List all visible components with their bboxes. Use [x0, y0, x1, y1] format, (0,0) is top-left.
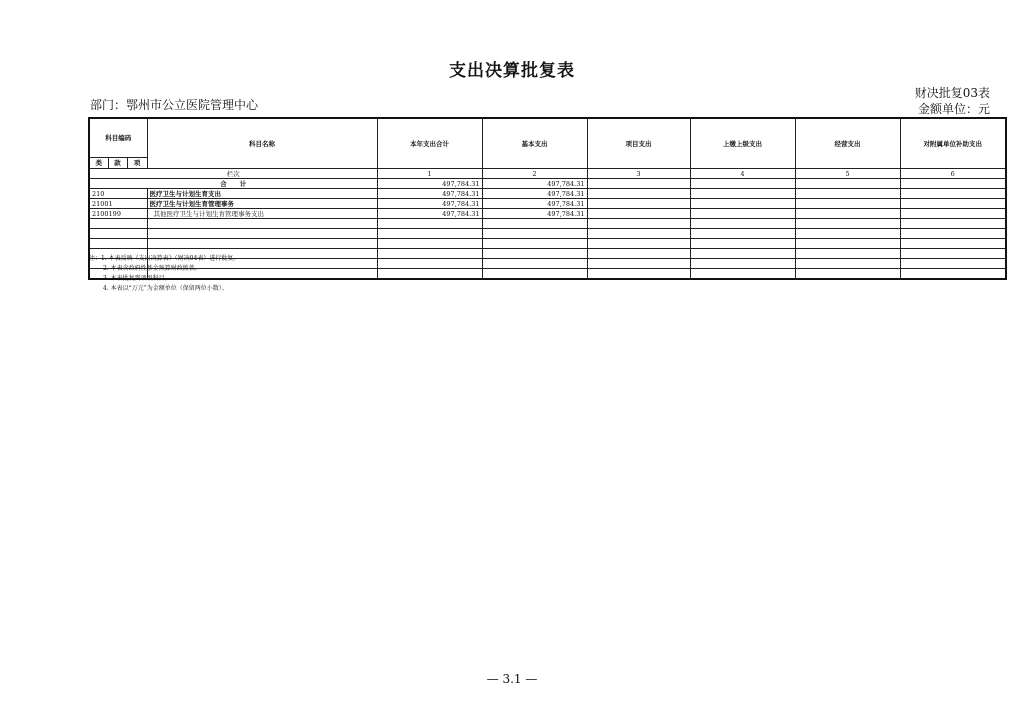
- department-label: 部门：鄂州市公立医院管理中心: [90, 98, 259, 112]
- total-label: 合 计: [89, 179, 377, 189]
- empty-row: [89, 239, 1006, 249]
- page-title: 支出决算批复表: [449, 61, 575, 81]
- row-name: 医疗卫生与计划生育支出: [147, 189, 377, 199]
- header-operating-expenditure: 经营支出: [795, 118, 900, 169]
- row-col2: 497,784.31: [482, 189, 587, 199]
- page-number: — 3.1 —: [486, 672, 538, 686]
- header-basic-expenditure: 基本支出: [482, 118, 587, 169]
- lanci-6: 6: [900, 169, 1006, 179]
- note-2: 2. 本表含政府性基金预算财政拨款。: [103, 265, 201, 272]
- table-notes: [89, 254, 239, 294]
- header-total-expenditure: 本年支出合计: [377, 118, 482, 169]
- total-col1: 497,784.31: [377, 179, 482, 189]
- total-row: [89, 179, 1006, 189]
- lanci-4: 4: [690, 169, 795, 179]
- row-col2: 497,784.31: [482, 199, 587, 209]
- empty-row: [89, 219, 1006, 229]
- note-3: 3. 本表批复到项级科目。: [103, 275, 171, 282]
- lanci-label: 栏次: [89, 169, 377, 179]
- header-name: 科目名称: [147, 118, 377, 169]
- lanci-3: 3: [587, 169, 690, 179]
- header-row: [89, 118, 1006, 158]
- form-number: 财决批复03表: [914, 86, 990, 100]
- header-project-expenditure: 项目支出: [587, 118, 690, 169]
- empty-row: [89, 229, 1006, 239]
- lanci-row: [89, 169, 1006, 179]
- row-col2: 497,784.31: [482, 209, 587, 219]
- row-col1: 497,784.31: [377, 199, 482, 209]
- amount-unit-label: 金额单位：元: [917, 102, 990, 116]
- note-4: 4. 本表以“万元”为金额单位（保留两位小数）。: [103, 285, 228, 292]
- row-code: 2100199: [89, 209, 147, 219]
- row-code: 210: [89, 189, 147, 199]
- header-remit-superior: 上缴上级支出: [690, 118, 795, 169]
- sub-header-xiang: 项: [127, 158, 147, 169]
- row-name: 其他医疗卫生与计划生育管理事务支出: [147, 209, 377, 219]
- row-col1: 497,784.31: [377, 189, 482, 199]
- table-row: [89, 189, 1006, 199]
- note-1: 注：1. 本表反映《支出决算表》（财决04表）进行批复。: [89, 255, 240, 262]
- row-col1: 497,784.31: [377, 209, 482, 219]
- header-code: 科目编码: [89, 118, 147, 158]
- table-row: [89, 209, 1006, 219]
- row-name: 医疗卫生与计划生育管理事务: [147, 199, 377, 209]
- sub-header-kuan: 款: [108, 158, 127, 169]
- lanci-5: 5: [795, 169, 900, 179]
- table-row: [89, 199, 1006, 209]
- header-subsidy-affiliates: 对附属单位补助支出: [900, 118, 1006, 169]
- row-code: 21001: [89, 199, 147, 209]
- lanci-1: 1: [377, 169, 482, 179]
- total-col2: 497,784.31: [482, 179, 587, 189]
- lanci-2: 2: [482, 169, 587, 179]
- sub-header-lei: 类: [89, 158, 108, 169]
